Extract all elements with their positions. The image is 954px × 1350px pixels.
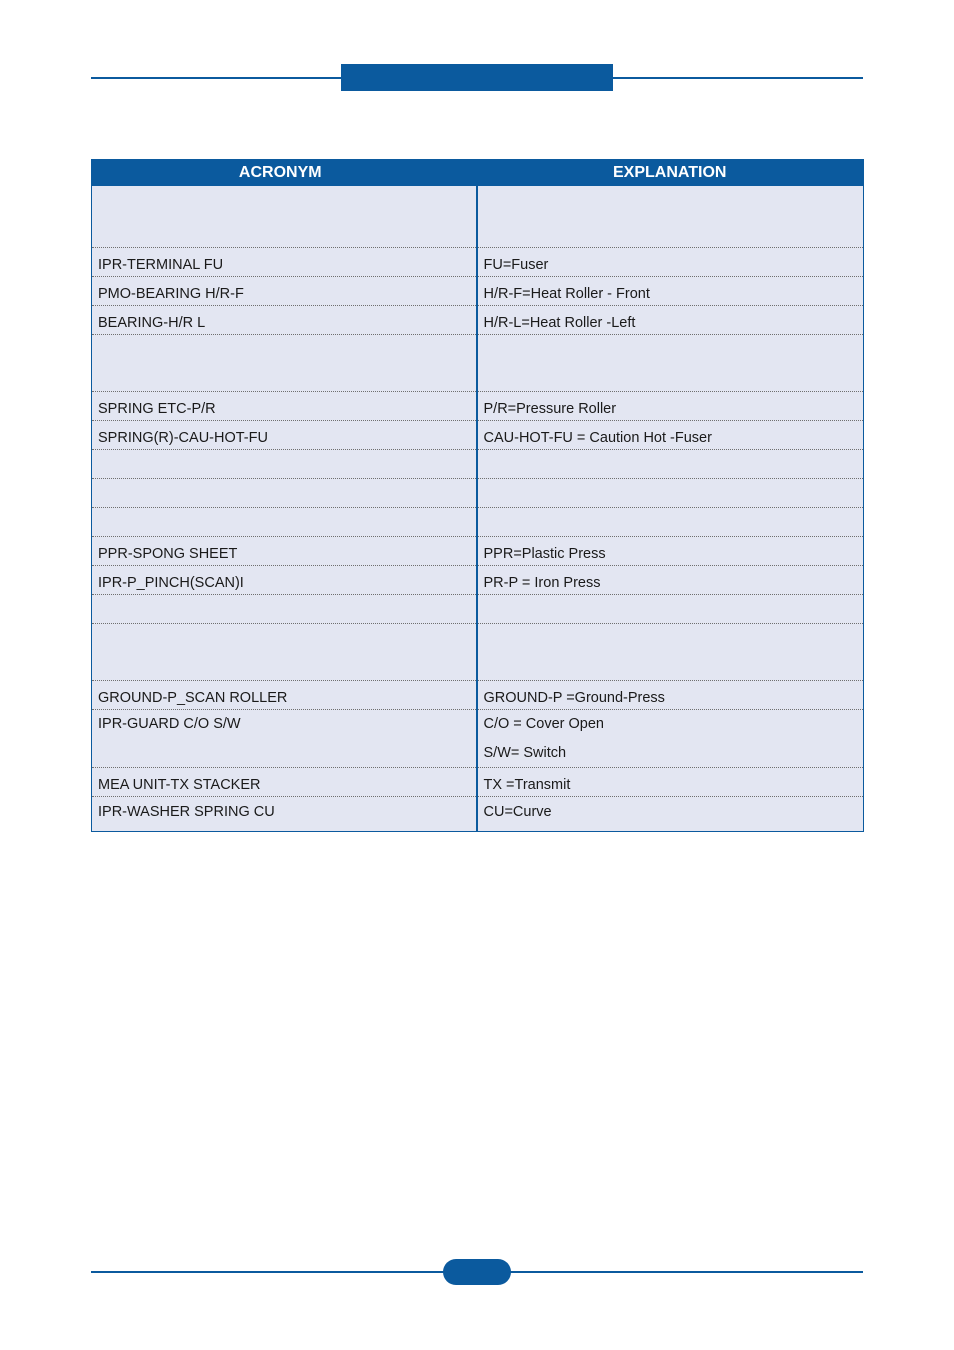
acronym-cell: SPRING ETC-P/R: [92, 391, 477, 420]
explanation-cell: CU=Curve: [477, 796, 864, 831]
table-row: [92, 796, 864, 831]
explanation-cell: [477, 449, 864, 478]
header-rule-right: [613, 77, 863, 79]
acronym-cell: [92, 594, 477, 623]
explanation-cell: [477, 334, 864, 391]
explanation-line-2: S/W= Switch: [483, 744, 567, 761]
column-header-explanation: EXPLANATION: [477, 160, 864, 187]
header-tab: [341, 64, 613, 91]
acronym-cell: [92, 449, 477, 478]
explanation-cell: [477, 478, 864, 507]
acronym-cell: [92, 623, 477, 680]
acronym-cell: PMO-BEARING H/R-F: [92, 276, 477, 305]
acronym-cell: IPR-TERMINAL FU: [92, 247, 477, 276]
explanation-cell: PPR=Plastic Press: [477, 536, 864, 565]
table-row: [92, 449, 864, 478]
acronym-cell: PPR-SPONG SHEET: [92, 536, 477, 565]
explanation-cell: H/R-F=Heat Roller - Front: [477, 276, 864, 305]
explanation-cell: TX =Transmit: [477, 767, 864, 796]
table-row: [92, 247, 864, 276]
acronym-cell: GROUND-P_SCAN ROLLER: [92, 680, 477, 709]
acronym-table: [91, 159, 864, 832]
explanation-cell: P/R=Pressure Roller: [477, 391, 864, 420]
explanation-cell: [477, 594, 864, 623]
acronym-cell: SPRING(R)-CAU-HOT-FU: [92, 420, 477, 449]
table-row: [92, 709, 864, 767]
table-header-row: [92, 160, 864, 187]
table-row: [92, 305, 864, 334]
explanation-cell: GROUND-P =Ground-Press: [477, 680, 864, 709]
table-row: [92, 680, 864, 709]
table-row: [92, 478, 864, 507]
table-row: [92, 276, 864, 305]
table-row: [92, 565, 864, 594]
acronym-cell: IPR-P_PINCH(SCAN)I: [92, 565, 477, 594]
page-number-pill: [443, 1259, 511, 1285]
explanation-cell: [477, 507, 864, 536]
column-header-acronym: ACRONYM: [92, 160, 477, 187]
acronym-cell: [92, 507, 477, 536]
acronym-cell: IPR-GUARD C/O S/W: [92, 709, 477, 767]
explanation-cell: [477, 709, 864, 767]
table-row: [92, 536, 864, 565]
acronym-cell: MEA UNIT-TX STACKER: [92, 767, 477, 796]
explanation-cell: PR-P = Iron Press: [477, 565, 864, 594]
explanation-cell: FU=Fuser: [477, 247, 864, 276]
acronym-cell: IPR-WASHER SPRING CU: [92, 796, 477, 831]
explanation-line-1: C/O = Cover Open: [483, 715, 604, 732]
header-rule-left: [91, 77, 341, 79]
acronym-cell: BEARING-H/R L: [92, 305, 477, 334]
table-row: [92, 623, 864, 680]
table-row: [92, 391, 864, 420]
table-row: [92, 186, 864, 247]
explanation-cell: [477, 186, 864, 247]
table-row: [92, 420, 864, 449]
table-row: [92, 767, 864, 796]
explanation-cell: H/R-L=Heat Roller -Left: [477, 305, 864, 334]
explanation-cell: CAU-HOT-FU = Caution Hot -Fuser: [477, 420, 864, 449]
table-row: [92, 594, 864, 623]
table-row: [92, 334, 864, 391]
acronym-cell: [92, 334, 477, 391]
table-row: [92, 507, 864, 536]
acronym-cell: [92, 186, 477, 247]
explanation-cell: [477, 623, 864, 680]
acronym-cell: [92, 478, 477, 507]
